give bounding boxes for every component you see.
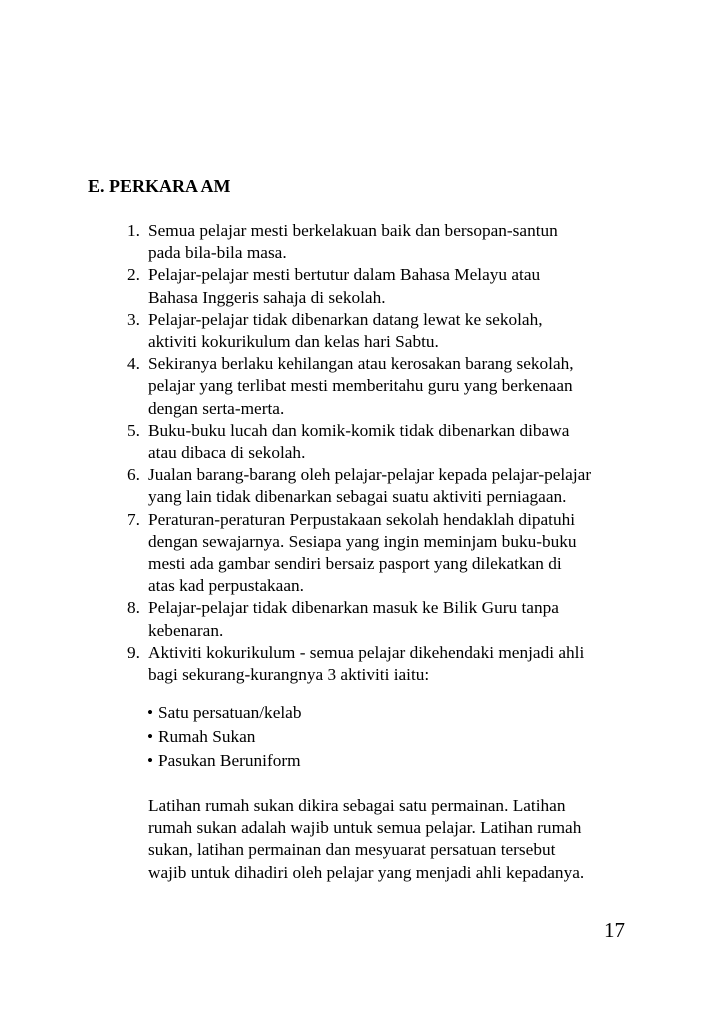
rule-item	[112, 220, 652, 264]
rule-item	[112, 464, 652, 508]
rule-line: Pelajar-pelajar tidak dibenarkan masuk ke Bilik Guru tanpa	[148, 598, 559, 618]
rule-line: atas kad perpustakaan.	[148, 576, 304, 596]
rule-item	[112, 353, 652, 420]
activity-label: Pasukan Beruniform	[158, 751, 301, 770]
rule-item	[112, 264, 652, 308]
closing-paragraph	[148, 795, 648, 884]
page-number: 17	[604, 918, 625, 942]
rule-line: dengan serta-merta.	[148, 398, 285, 418]
bullet-icon: •	[147, 703, 154, 722]
activity-label: Satu persatuan/kelab	[158, 703, 302, 722]
closing-line: sukan, latihan permainan dan mesyuarat persatuan tersebut	[148, 840, 556, 860]
rule-line: Semua pelajar mesti berkelakuan baik dan bersopan-santun	[148, 221, 558, 240]
rule-number: 8.	[127, 598, 140, 618]
rule-line: Peraturan-peraturan Perpustakaan sekolah hendaklah dipatuhi	[148, 509, 576, 529]
section-heading: E. PERKARA AM	[88, 176, 231, 196]
rule-line: Pelajar-pelajar mesti bertutur dalam Bahasa Melayu atau	[148, 265, 541, 285]
rule-number: 3.	[127, 309, 140, 329]
rule-number: 2.	[127, 265, 140, 285]
bullet-icon: •	[147, 751, 154, 770]
rule-line: Sekiranya berlaku kehilangan atau kerosakan barang sekolah,	[148, 354, 574, 374]
rule-line: pada bila-bila masa.	[148, 243, 287, 263]
rule-number: 5.	[127, 420, 140, 440]
rule-number: 6.	[127, 465, 140, 485]
rule-line: bagi sekurang-kurangnya 3 aktiviti iaitu:	[148, 665, 430, 685]
rule-line: kebenaran.	[148, 620, 224, 640]
rules-list	[112, 220, 652, 686]
activity-item	[147, 701, 301, 725]
bullet-icon: •	[147, 727, 154, 746]
rule-number: 7.	[127, 509, 140, 529]
rule-line: pelajar yang terlibat mesti memberitahu guru yang berkenaan	[148, 376, 573, 396]
activity-label: Rumah Sukan	[158, 727, 256, 746]
rule-item	[112, 509, 652, 598]
rule-item	[112, 642, 652, 686]
rule-number: 9.	[127, 642, 140, 662]
rule-item	[112, 597, 652, 641]
rule-item	[112, 420, 652, 464]
rule-line: mesti ada gambar sendiri bersaiz pasport yang dilekatkan di	[148, 554, 562, 574]
rule-line: Buku-buku lucah dan komik-komik tidak dibenarkan dibawa	[148, 420, 570, 440]
activity-item	[147, 749, 301, 773]
rule-line: Bahasa Inggeris sahaja di sekolah.	[148, 287, 386, 307]
rule-line: aktiviti kokurikulum dan kelas hari Sabtu.	[148, 332, 439, 352]
closing-line: Latihan rumah sukan dikira sebagai satu permainan. Latihan	[148, 796, 566, 815]
activity-list	[147, 701, 301, 773]
rule-line: Aktiviti kokurikulum - semua pelajar dikehendaki menjadi ahli	[148, 642, 585, 662]
rule-line: atau dibaca di sekolah.	[148, 443, 306, 463]
rule-line: yang lain tidak dibenarkan sebagai suatu aktiviti perniagaan.	[148, 487, 567, 507]
rule-line: Pelajar-pelajar tidak dibenarkan datang lewat ke sekolah,	[148, 309, 543, 329]
rule-number: 1.	[127, 221, 140, 240]
closing-line: rumah sukan adalah wajib untuk semua pelajar. Latihan rumah	[148, 818, 582, 838]
activity-item	[147, 725, 301, 749]
rule-item	[112, 309, 652, 353]
closing-line: wajib untuk dihadiri oleh pelajar yang menjadi ahli kepadanya.	[148, 862, 585, 882]
rule-line: dengan sewajarnya. Sesiapa yang ingin meminjam buku-buku	[148, 531, 577, 551]
rule-number: 4.	[127, 354, 140, 374]
rule-line: Jualan barang-barang oleh pelajar-pelajar kepada pelajar-pelajar	[148, 465, 592, 485]
